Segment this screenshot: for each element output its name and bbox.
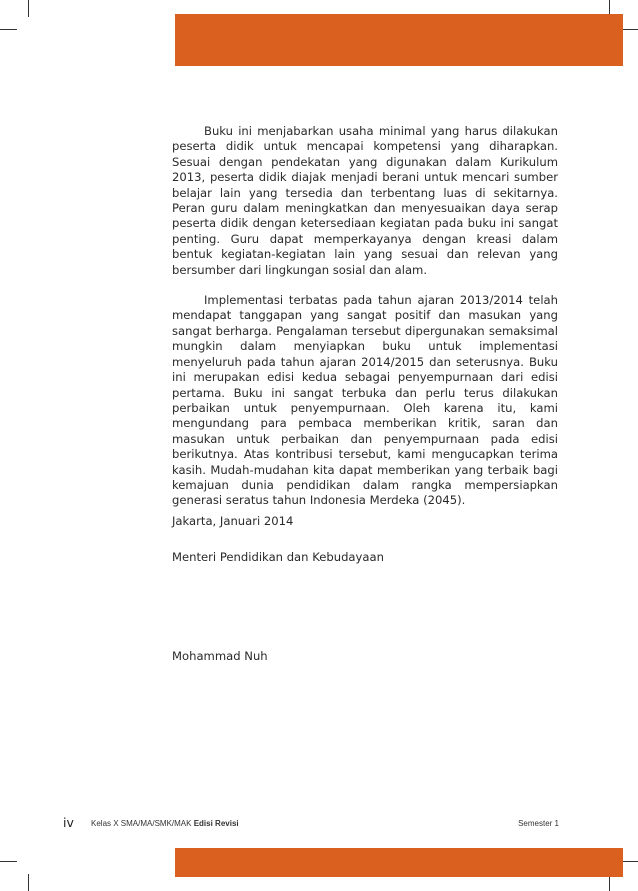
crop-mark <box>621 29 638 30</box>
crop-mark <box>0 861 17 862</box>
footer-book-title <box>91 819 239 828</box>
crop-mark <box>28 0 29 17</box>
header-accent-band <box>175 14 623 66</box>
signatory-title: Menteri Pendidikan dan Kebudayaan <box>172 550 384 564</box>
crop-mark <box>28 874 29 891</box>
page-number: iv <box>63 815 74 830</box>
crop-mark <box>621 861 638 862</box>
edition-label: Edisi Revisi <box>193 819 239 828</box>
signatory-name: Mohammad Nuh <box>172 649 268 663</box>
crop-mark <box>0 29 17 30</box>
paragraph: Implementasi terbatas pada tahun ajaran 2013/2014 telah mendapat tanggapan yang sangat positif dan masukan yang sangat berharga. Pengalaman tersebut dipergunakan semaksimal mungkin dalam menyiapkan buku untuk implementasi menyeluruh pada tahun ajaran 2014/2015 dan seterusnya. Buku ini merupakan edisi kedua sebagai penyempurnaan dari edisi pertama. Buku ini sangat terbuka dan perlu terus dilakukan perbaikan untuk penyempurnaan. Oleh karena itu, kami mengundang para pembaca memberikan kritik, saran dan masukan untuk perbaikan dan penyempurnaan pada edisi berikutnya. Atas kontribusi tersebut, kami mengucapkan terima kasih. Mudah-mudahan kita dapat memberikan yang terbaik bagi kemajuan dunia pendidikan dalam rangka mempersiapkan generasi seratus tahun Indonesia Merdeka (2045). <box>172 293 558 508</box>
footer-accent-band <box>175 848 623 877</box>
foreword-body <box>172 124 558 509</box>
book-title: Kelas X SMA/MA/SMK/MAK <box>91 819 192 828</box>
paragraph: Buku ini menjabarkan usaha minimal yang harus dilakukan peserta didik untuk mencapai kompetensi yang diharapkan. Sesuai dengan pendekatan yang digunakan dalam Kurikulum 2013, peserta didik diajak menjadi berani untuk mencari sumber belajar lain yang tersedia dan terbentang luas di sekitarnya. Peran guru dalam meningkatkan dan menyesuaikan daya serap peserta didik dengan ketersediaan kegiatan pada buku ini sangat penting. Guru dapat memperkayanya dengan kreasi dalam bentuk kegiatan-kegiatan lain yang sesuai dan relevan yang bersumber dari lingkungan sosial dan alam. <box>172 124 558 277</box>
place-date: Jakarta, Januari 2014 <box>172 514 294 528</box>
footer-semester: Semester 1 <box>518 819 559 828</box>
